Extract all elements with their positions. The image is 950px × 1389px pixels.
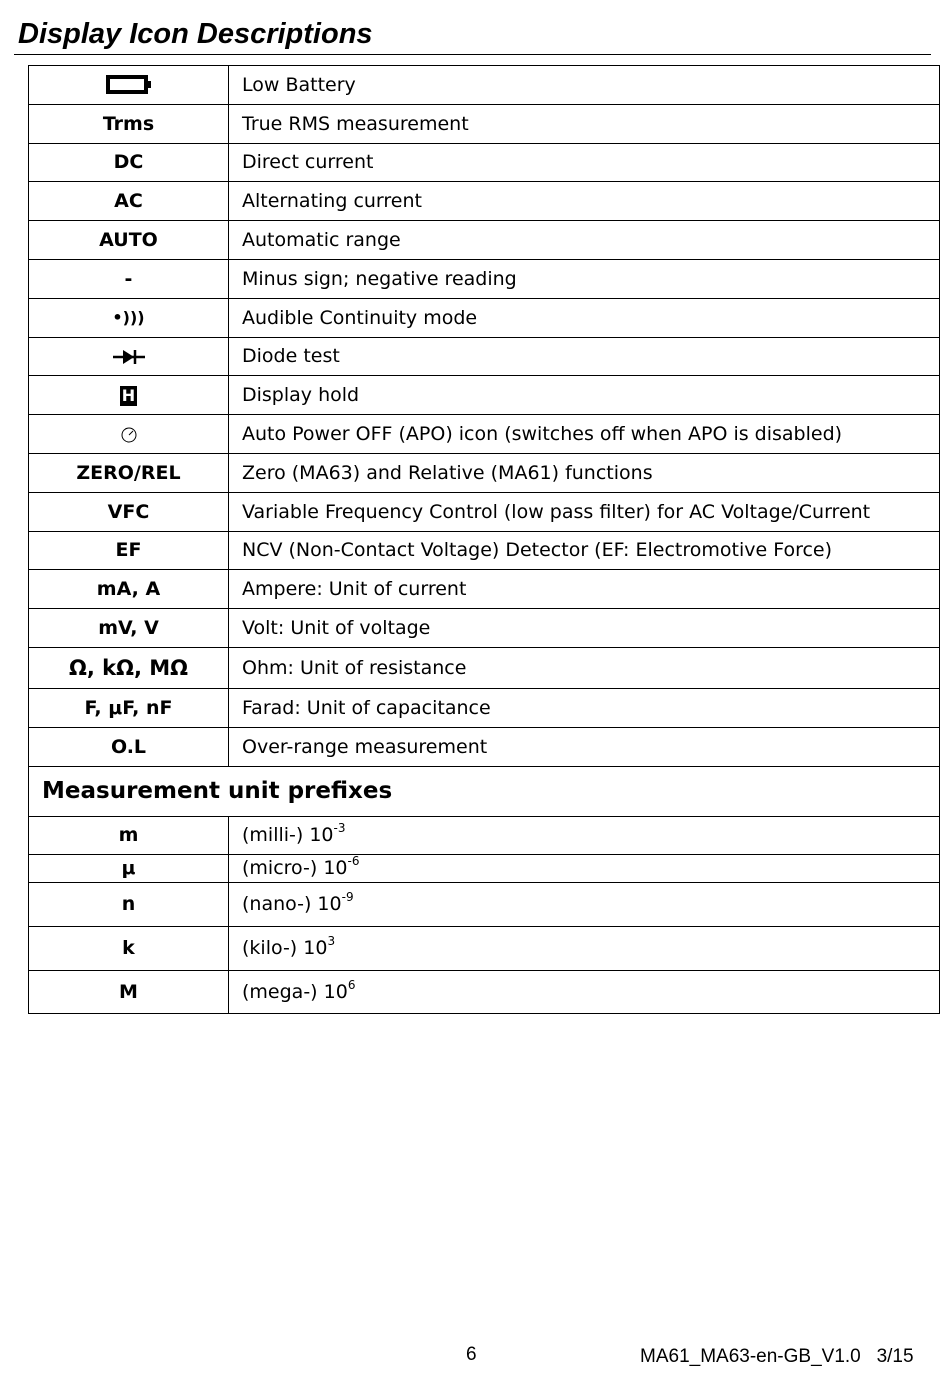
section-heading-row <box>29 766 940 816</box>
description-cell: Low Battery <box>229 66 940 105</box>
section-heading: Measurement unit prefixes <box>29 766 940 816</box>
description-cell: Alternating current <box>229 182 940 221</box>
prefix-symbol: n <box>29 882 229 926</box>
description-cell: Direct current <box>229 143 940 182</box>
prefix-symbol: m <box>29 816 229 854</box>
description-cell: Farad: Unit of capacitance <box>229 688 940 727</box>
description-cell: Over-range measurement <box>229 727 940 766</box>
icon-description-table <box>28 65 940 1014</box>
symbol-cell: Ω, kΩ, MΩ <box>29 647 229 688</box>
prefix-description: (nano-) $10^{-9}$ <box>229 882 940 926</box>
symbol-cell: mA, A <box>29 570 229 609</box>
auto-power-off-icon <box>120 423 138 445</box>
battery-icon <box>106 74 152 96</box>
description-cell: Auto Power OFF (APO) icon (switches off when APO is disabled) <box>229 415 940 454</box>
continuity-icon: •))) <box>29 298 229 337</box>
table-row <box>29 337 940 376</box>
prefix-description: (mega-) $10^6$ <box>229 970 940 1013</box>
symbol-cell <box>29 337 229 376</box>
prefix-description: (kilo-) $10^3$ <box>229 926 940 970</box>
description-cell: Volt: Unit of voltage <box>229 609 940 648</box>
page-number: 6 <box>466 1344 477 1365</box>
description-cell: True RMS measurement <box>229 104 940 143</box>
table-row <box>29 816 940 854</box>
table-row <box>29 453 940 492</box>
symbol-cell: DC <box>29 143 229 182</box>
table-row <box>29 66 940 105</box>
prefix-symbol: μ <box>29 854 229 882</box>
exponent: -3 <box>333 821 346 836</box>
description-cell: Diode test <box>229 337 940 376</box>
table-row <box>29 727 940 766</box>
symbol-cell <box>29 66 229 105</box>
table-row <box>29 143 940 182</box>
diode-icon <box>112 345 146 367</box>
table-row <box>29 376 940 415</box>
prefix-symbol: k <box>29 926 229 970</box>
table-row <box>29 182 940 221</box>
symbol-cell: EF <box>29 531 229 570</box>
description-cell: Display hold <box>229 376 940 415</box>
exponent: 3 <box>327 934 336 949</box>
symbol-cell: F, μF, nF <box>29 688 229 727</box>
title-divider <box>14 54 931 55</box>
prefix-symbol: M <box>29 970 229 1013</box>
table-row <box>29 531 940 570</box>
exponent: -6 <box>347 854 360 869</box>
symbol-cell: AC <box>29 182 229 221</box>
table-row <box>29 415 940 454</box>
hold-icon: H <box>121 386 136 406</box>
symbol-cell <box>29 415 229 454</box>
symbol-cell: - <box>29 259 229 298</box>
table-row <box>29 221 940 260</box>
symbol-cell: O.L <box>29 727 229 766</box>
description-cell: Zero (MA63) and Relative (MA61) functions <box>229 453 940 492</box>
page-title: Display Icon Descriptions <box>18 18 373 50</box>
table-row <box>29 926 940 970</box>
symbol-cell: Trms <box>29 104 229 143</box>
table-row <box>29 854 940 882</box>
symbol-cell: mV, V <box>29 609 229 648</box>
description-cell: Ohm: Unit of resistance <box>229 647 940 688</box>
table-row <box>29 492 940 531</box>
description-cell: Minus sign; negative reading <box>229 259 940 298</box>
symbol-cell: ZERO/REL <box>29 453 229 492</box>
symbol-cell: VFC <box>29 492 229 531</box>
table-row <box>29 104 940 143</box>
prefix-description: (micro-) $10^{-6}$ <box>229 854 940 882</box>
exponent: -9 <box>341 890 354 905</box>
exponent: 6 <box>347 977 356 992</box>
description-cell: Automatic range <box>229 221 940 260</box>
table-row <box>29 688 940 727</box>
table-row <box>29 570 940 609</box>
symbol-cell: AUTO <box>29 221 229 260</box>
description-cell: Variable Frequency Control (low pass filter) for AC Voltage/Current <box>229 492 940 531</box>
table-row <box>29 298 940 337</box>
description-cell: Audible Continuity mode <box>229 298 940 337</box>
table-row <box>29 259 940 298</box>
symbol-cell <box>29 376 229 415</box>
table-row <box>29 609 940 648</box>
description-cell: Ampere: Unit of current <box>229 570 940 609</box>
table-row <box>29 647 940 688</box>
table-row <box>29 970 940 1013</box>
document-id: MA61_MA63-en-GB_V1.0 3/15 <box>640 1346 914 1367</box>
table-row <box>29 882 940 926</box>
prefix-description: (milli-) $10^{-3}$ <box>229 816 940 854</box>
description-cell: NCV (Non-Contact Voltage) Detector (EF: Electromotive Force) <box>229 531 940 570</box>
